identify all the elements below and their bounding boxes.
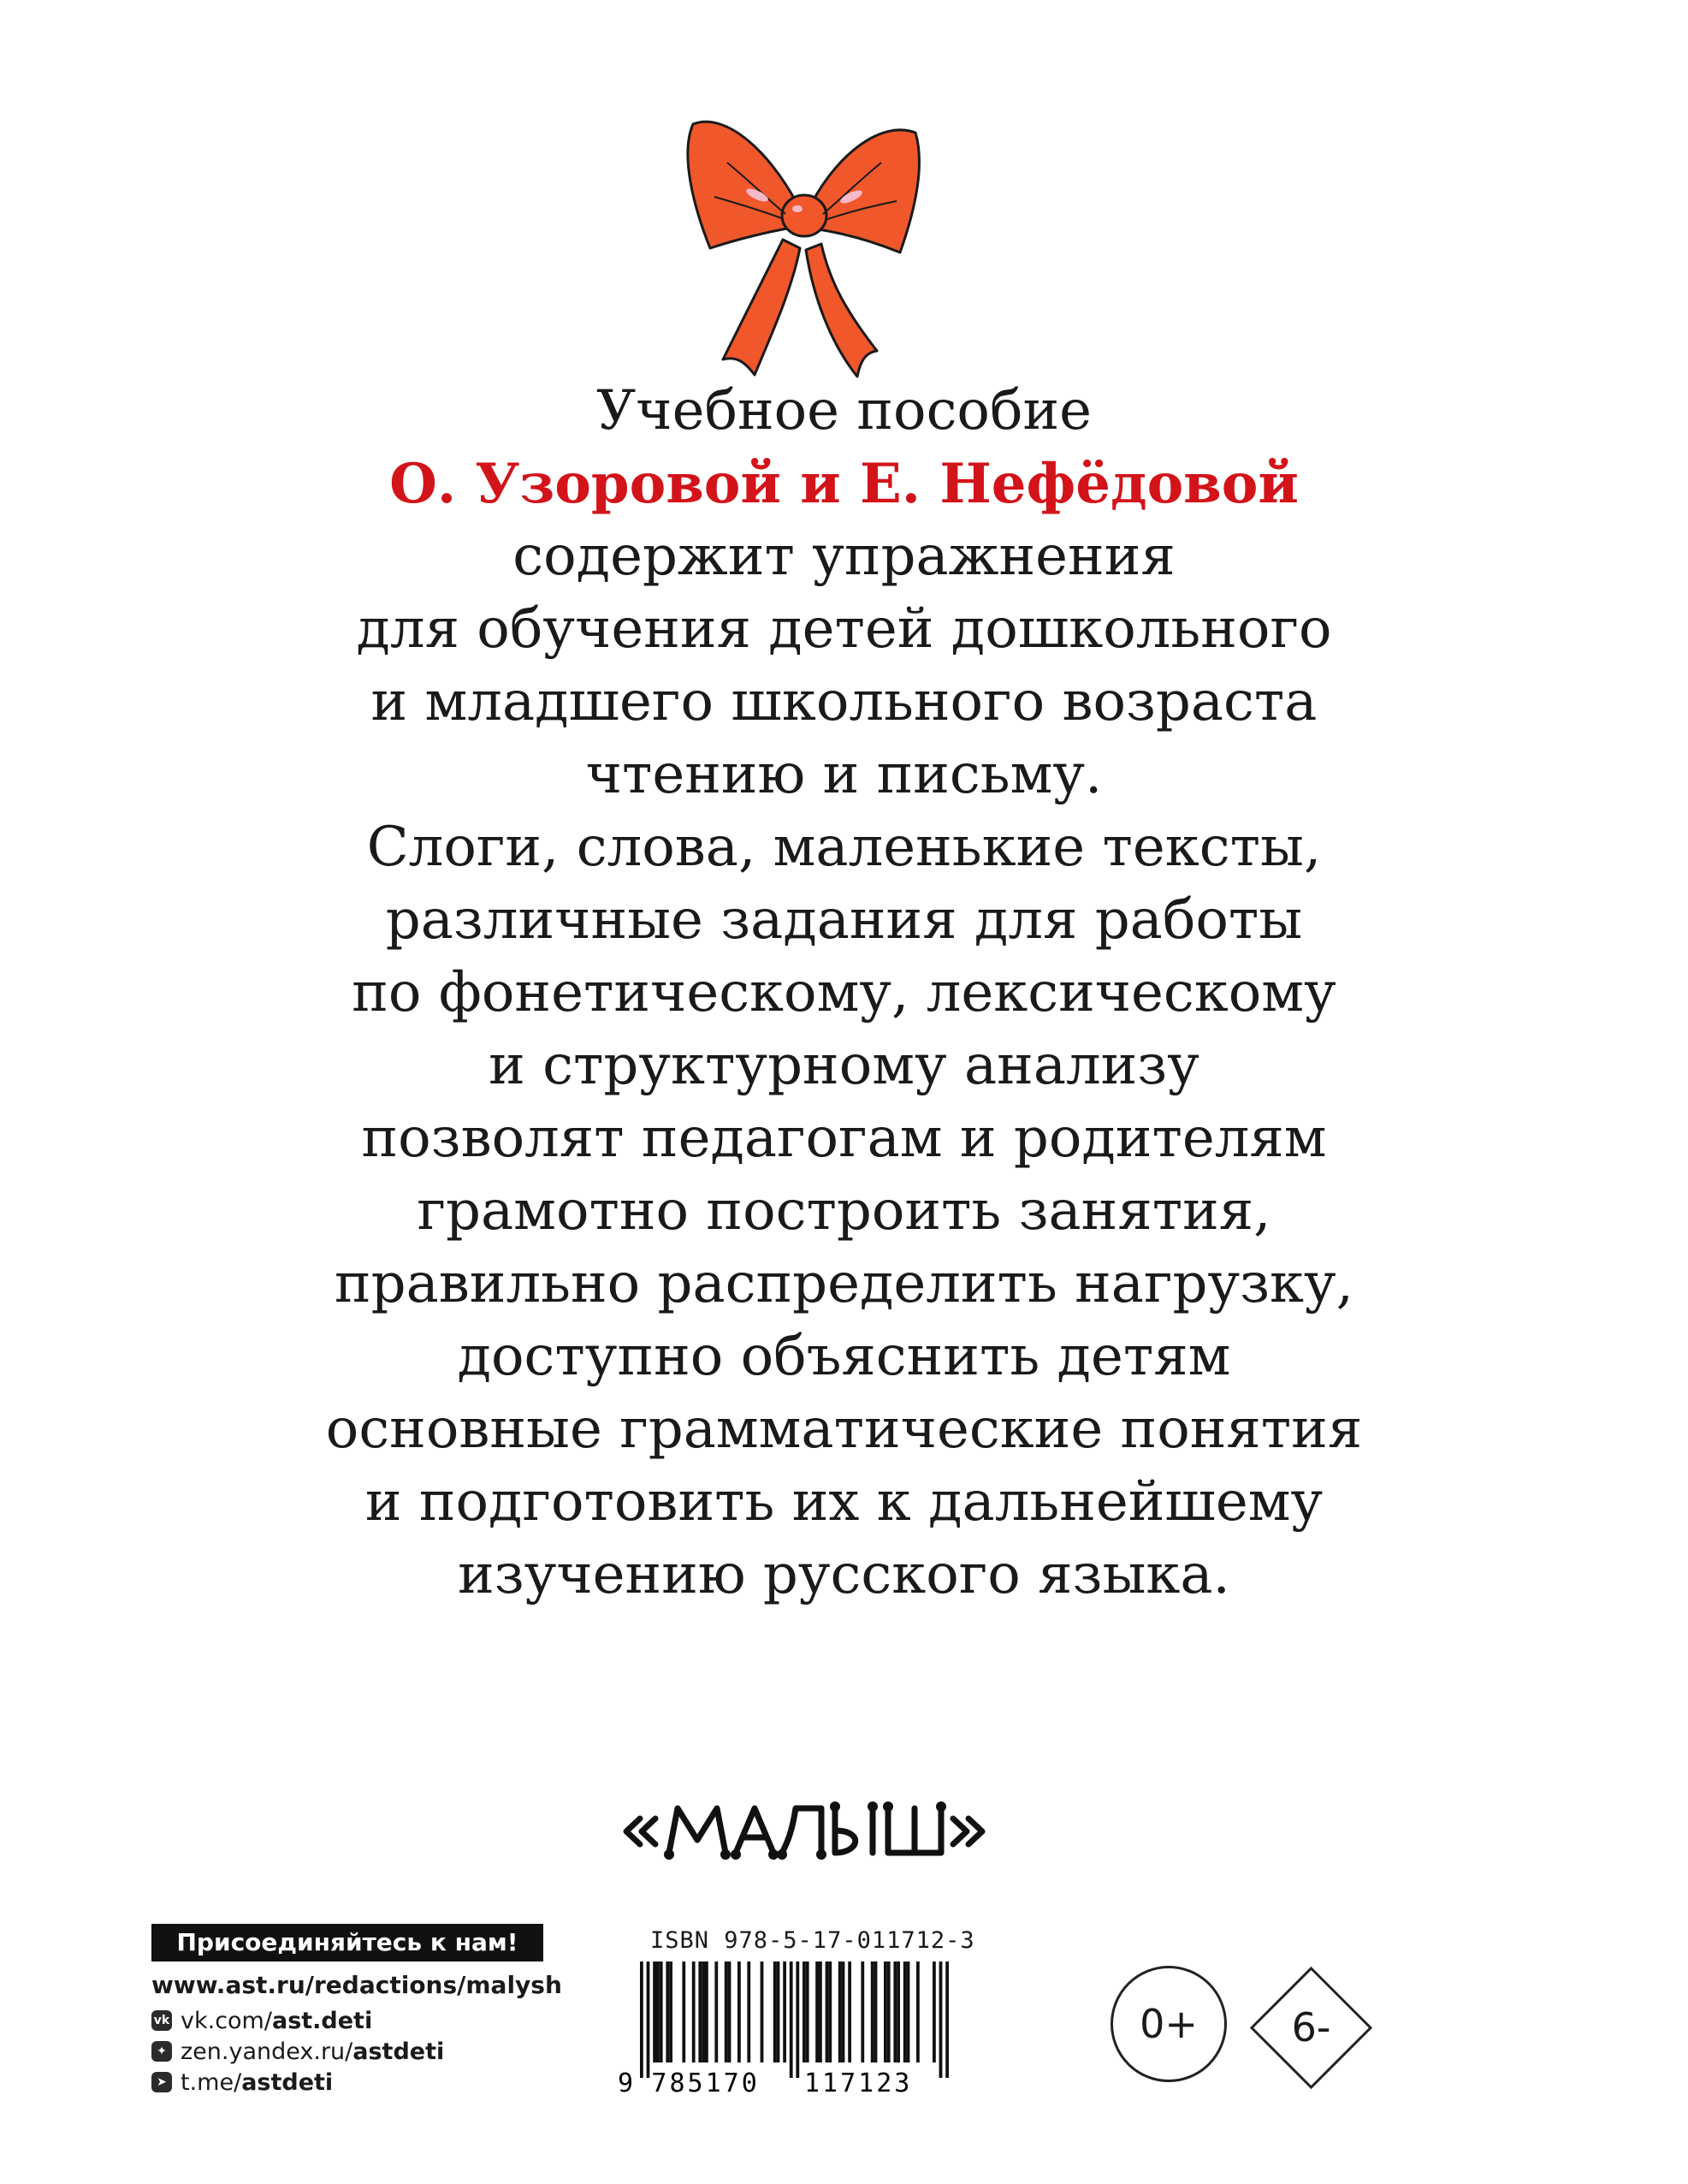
barcode-bar	[725, 1961, 728, 2062]
barcode-bar	[887, 1961, 891, 2062]
barcode-bar	[806, 1961, 809, 2062]
barcode-bar	[828, 1961, 832, 2062]
description-line: позволят педагогам и родителям	[361, 1107, 1327, 1170]
description-line: и младшего школьного возраста	[370, 670, 1318, 733]
social-link-vk[interactable]	[151, 2005, 444, 2036]
social-handle: ast.deti	[271, 2007, 373, 2034]
social-prefix: t.me/	[181, 2068, 242, 2096]
barcode-bar	[815, 1961, 819, 2062]
barcode-bar	[803, 1961, 806, 2062]
barcode-bar	[666, 1961, 669, 2062]
description-line: правильно распределить нагрузку,	[334, 1252, 1354, 1315]
barcode-bar	[647, 1961, 650, 2078]
barcode-bar	[819, 1961, 822, 2062]
barcode-digits: 117123	[804, 2068, 913, 2097]
barcode-bar	[698, 1961, 702, 2062]
description-line: чтению и письму.	[585, 743, 1103, 806]
social-handle: astdeti	[352, 2038, 445, 2065]
barcode-bar	[939, 1961, 943, 2078]
barcode-bar	[669, 1961, 672, 2062]
description-line: и подготовить их к дальнейшему	[364, 1470, 1324, 1534]
barcode-bar	[640, 1961, 643, 2078]
age-rating-circle: 0+	[1111, 1966, 1227, 2082]
bow-illustration	[676, 103, 933, 385]
description-line: различные задания для работы	[385, 888, 1303, 952]
barcode-bar	[916, 1961, 920, 2062]
social-prefix: vk.com/	[181, 2007, 272, 2034]
description-line: Слоги, слова, маленькие тексты,	[366, 816, 1322, 879]
social-link-zen[interactable]	[151, 2036, 444, 2067]
barcode-bar	[907, 1961, 910, 2062]
isbn-barcode	[614, 1960, 972, 2097]
barcode-bar	[903, 1961, 907, 2062]
barcode-bar	[737, 1961, 741, 2062]
barcode-bar	[826, 1961, 829, 2062]
barcode-digits: 785170	[651, 2068, 760, 2097]
description-line: и структурному анализу	[489, 1034, 1199, 1097]
barcode-bar	[692, 1961, 696, 2062]
description-line: Учебное пособие	[596, 379, 1092, 442]
barcode-bar	[777, 1961, 780, 2062]
join-us-banner: Присоединяйтесь к нам!	[151, 1924, 543, 1961]
barcode-bar	[796, 1961, 799, 2078]
barcode-bar	[945, 1961, 949, 2078]
zen-icon: ✦	[151, 2041, 172, 2062]
barcode-bar	[773, 1961, 777, 2062]
description-line: грамотно построить занятия,	[417, 1179, 1271, 1243]
description-line: изучению русского языка.	[458, 1543, 1230, 1606]
description-line: доступно объяснить детям	[457, 1325, 1231, 1388]
barcode-bar	[842, 1961, 845, 2062]
social-links	[151, 2005, 444, 2098]
barcode-bar	[897, 1961, 900, 2062]
social-link-telegram[interactable]	[151, 2067, 444, 2098]
barcode-bar	[790, 1961, 793, 2078]
telegram-icon: ➤	[151, 2072, 172, 2092]
social-handle: astdeti	[241, 2068, 334, 2096]
barcode-bar	[874, 1961, 878, 2062]
barcode-bar	[884, 1961, 887, 2062]
description-line: основные грамматические понятия	[325, 1398, 1363, 1461]
barcode-bar	[838, 1961, 842, 2062]
book-description	[171, 375, 1517, 1611]
barcode-bar	[702, 1961, 705, 2062]
authors-line: О. Узоровой и Е. Нефёдовой	[389, 452, 1299, 516]
barcode-bar	[893, 1961, 897, 2062]
barcode-bar	[653, 1961, 656, 2062]
barcode-bar	[660, 1961, 663, 2062]
barcode-bar	[871, 1961, 874, 2062]
description-line: для обучения детей дошкольного	[356, 597, 1332, 661]
barcode-bar	[728, 1961, 731, 2062]
barcode-bar	[783, 1961, 786, 2062]
barcode-bar	[705, 1961, 708, 2062]
description-line: содержит упражнения	[512, 525, 1176, 588]
barcode-bar	[656, 1961, 660, 2062]
barcode-bar	[761, 1961, 764, 2062]
barcode-digits: 9	[618, 2068, 637, 2097]
isbn-label: ISBN 978-5-17-011712-3	[650, 1927, 975, 1954]
barcode-bar	[682, 1961, 685, 2062]
barcode-bar	[933, 1961, 936, 2062]
barcode-bar	[747, 1961, 750, 2062]
social-prefix: zen.yandex.ru/	[181, 2038, 353, 2065]
barcode-bar	[848, 1961, 851, 2062]
website-link[interactable]: www.ast.ru/redactions/malysh	[151, 1971, 562, 1999]
description-line: по фонетическому, лексическому	[352, 961, 1336, 1024]
age-rating-diamond-label: 6-	[1291, 2004, 1331, 2050]
vk-icon: vk	[151, 2010, 172, 2031]
malysh-logo	[616, 1793, 992, 1870]
barcode-bar	[861, 1961, 864, 2062]
barcode-bar	[714, 1961, 718, 2062]
